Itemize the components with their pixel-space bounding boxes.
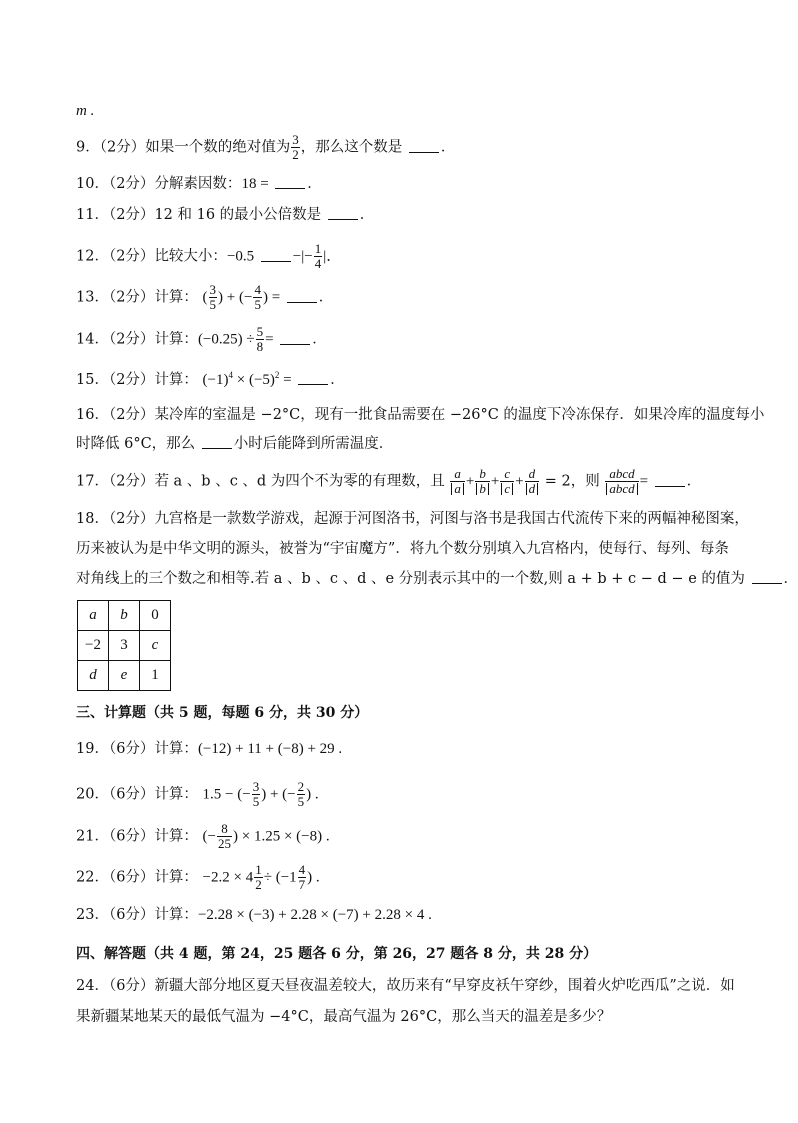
answer-blank[interactable]	[275, 175, 305, 189]
fraction: $\frac{1}{4}$	[314, 241, 322, 271]
section-heading: 四、解答题（共 4 题，第 24，25 题各 6 分，第 26，27 题各 8 分，共 28 分）	[76, 946, 598, 962]
answer-blank[interactable]	[752, 570, 782, 584]
question-16-line2: 时降低 6°C，那么 小时后能降到所需温度．	[76, 436, 394, 452]
question-20: 20．（6分）计算： 1.5 − (− $\frac{3}{5}$ ) + (− $\frac{2}{5}$ ) .	[76, 779, 319, 809]
q-points: （2分）	[99, 139, 146, 156]
question-13: 13．（2分）计算： ( $\frac{3}{5}$ ) + (− $\frac{4}{5}$ ) = ．	[76, 282, 334, 312]
question-11: 11．（2分）12 和 16 的最小公倍数是 ．	[76, 207, 375, 223]
grid-cell: a	[78, 601, 109, 631]
question-10: 10．（2分）分解素因数：18 = ．	[76, 176, 322, 192]
question-14: 14．（2分）计算：(−0.25) ÷ $\frac{5}{8}$ = ．	[76, 324, 327, 354]
top-fragment: m .	[76, 103, 95, 119]
fraction: $\frac{3}{5}$	[209, 282, 217, 312]
answer-blank[interactable]	[202, 435, 232, 449]
grid-cell: 3	[109, 631, 140, 661]
question-24: 24．（6分）新疆大部分地区夏天昼夜温差较大，故历来有“早穿皮袄午穿纱，围着火炉吃西瓜”之说．如	[76, 978, 735, 994]
answer-blank[interactable]	[298, 371, 328, 385]
q-text: 如果一个数的绝对值为	[145, 139, 291, 156]
answer-blank[interactable]	[328, 206, 358, 220]
q-number: 9．	[76, 139, 100, 156]
section-heading: 三、计算题（共 5 题，每题 6 分，共 30 分）	[76, 705, 369, 721]
grid-cell: c	[140, 631, 171, 661]
grid-cell: b	[109, 601, 140, 631]
grid-cell: e	[109, 661, 140, 691]
question-18-line3: 对角线上的三个数之和相等.若 a 、b 、c 、d 、e 分别表示其中的一个数,则 a + b + c − d − e 的值为 ．	[76, 571, 798, 587]
question-21: 21．（6分）计算： (− $\frac{8}{25}$ ) × 1.25 × (−8) .	[76, 821, 330, 851]
question-24-line2: 果新疆某地某天的最低气温为 −4°C，最高气温为 26°C，那么当天的温差是多少？	[76, 1009, 612, 1025]
answer-blank[interactable]	[280, 331, 310, 345]
grid-cell: 0	[140, 601, 171, 631]
fraction: $\frac{3}{2}$	[292, 132, 299, 162]
question-18: 18．（2分）九宫格是一款数学游戏，起源于河图洛书，河图与洛书是我国古代流传下来的两幅神秘图案，	[76, 511, 749, 527]
question-19: 19．（6分）计算：(−12) + 11 + (−8) + 29 .	[76, 741, 343, 757]
answer-blank[interactable]	[409, 139, 439, 153]
question-15: 15．（2分）计算： $(-1)^4 \times (-5)^2$ = ．	[76, 370, 345, 388]
question-16: 16．（2分）某冷库的室温是 −2°C，现有一批食品需要在 −26°C 的温度下冷冻保存．如果冷库的温度每小	[76, 407, 765, 423]
question-22: 22．（6分）计算： −2.2 × 4 $\frac{1}{2}$ ÷ (−1 $\frac{4}{7}$ ) .	[76, 862, 320, 892]
fraction: $\frac{5}{8}$	[256, 324, 264, 354]
fraction: $\frac{4}{5}$	[254, 282, 261, 312]
question-12: 12．（2分）比较大小：−0.5 −|− $\frac{1}{4}$ |．	[76, 241, 342, 271]
grid-cell: d	[78, 661, 109, 691]
answer-blank[interactable]	[287, 289, 317, 303]
answer-blank[interactable]	[261, 248, 291, 262]
question-9: 9．（2分）如果一个数的绝对值为 $\frac{3}{2}$ ，那么这个数是 ．	[76, 132, 456, 162]
grid-cell: 1	[140, 661, 171, 691]
nine-square-grid	[77, 600, 171, 691]
answer-blank[interactable]	[655, 473, 685, 487]
question-17: 17．（2分）若 a 、b 、c 、d 为四个不为零的有理数，且 $\frac{a}{a}$ + $\frac{b}{b}$ + $\frac{c}{c}$ + $\frac{d}{d}$ = 2，则 $\frac{\text{abcd}}{\text{abcd}}$ = ．	[76, 466, 702, 496]
grid-cell: −2	[78, 631, 109, 661]
question-23: 23．（6分）计算：−2.28 × (−3) + 2.28 × (−7) + 2.28 × 4 .	[76, 907, 432, 923]
question-18-line2: 历来被认为是中华文明的源头，被誉为“宇宙魔方”．将九个数分别填入九宫格内，使每行、每列、每条	[76, 541, 729, 557]
